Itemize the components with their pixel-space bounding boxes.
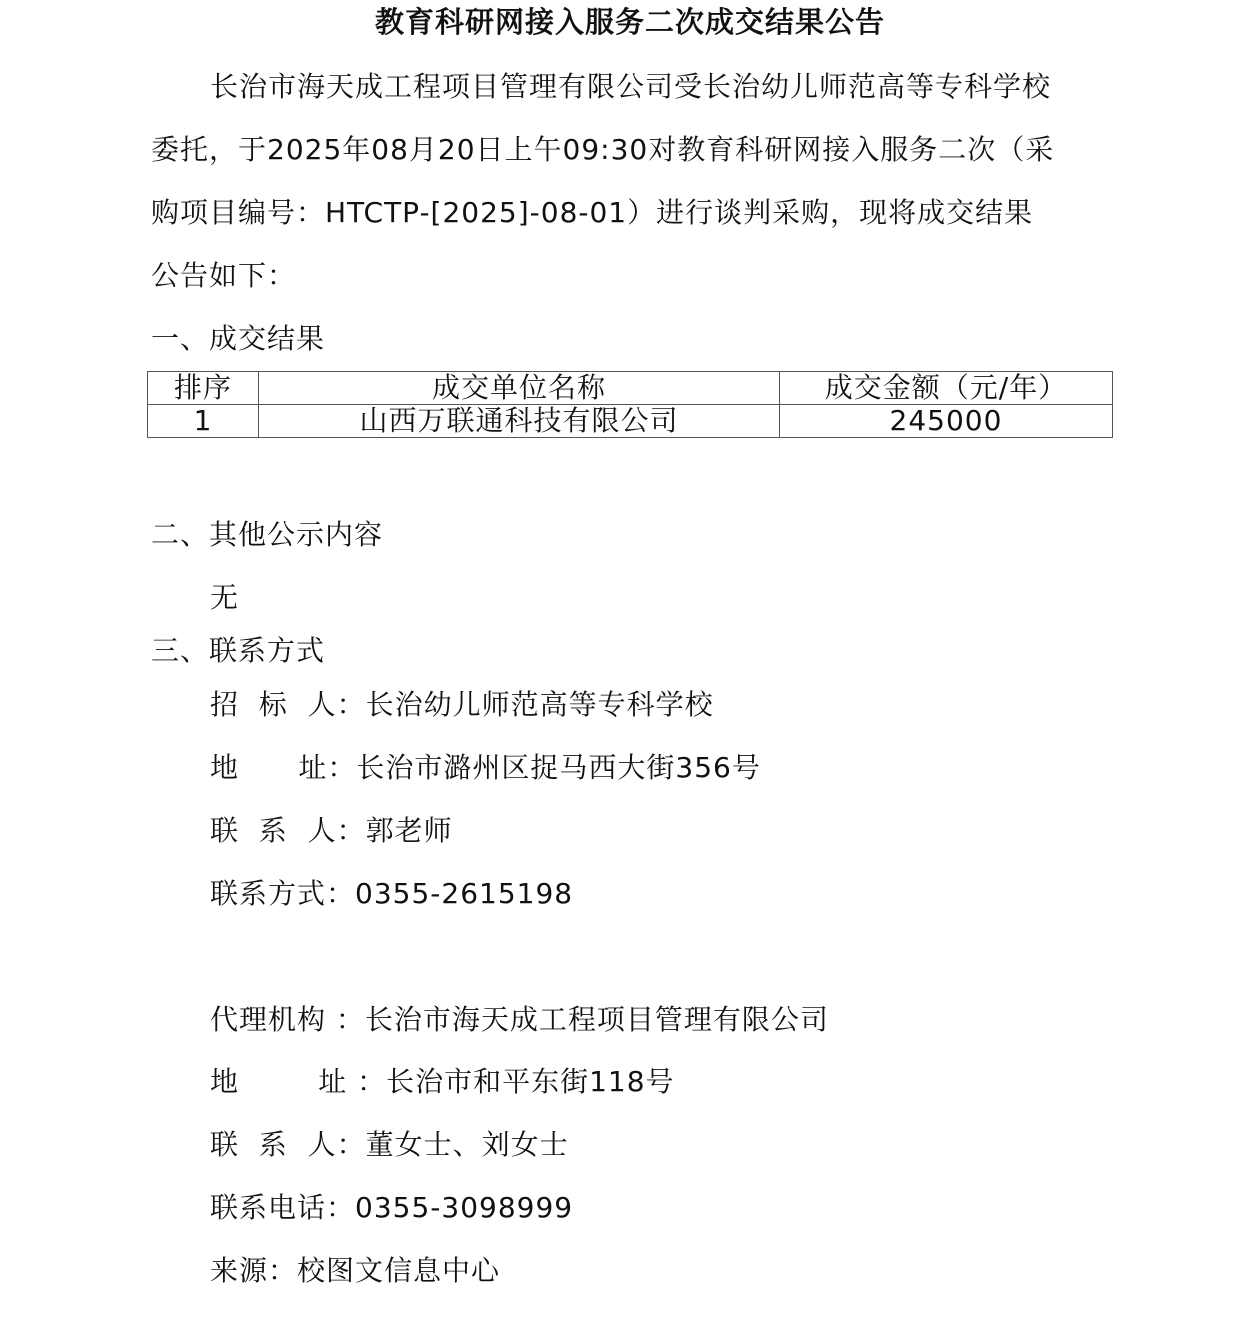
intro-line-2: 委托，于2025年08月20日上午09:30对教育科研网接入服务二次（采	[151, 133, 1055, 166]
tenderer-contact-row	[210, 811, 453, 851]
agency-address: 长治市和平东街118号	[386, 1065, 675, 1098]
intro-line-3: 购项目编号：HTCTP-[2025]-08-01）进行谈判采购，现将成交结果	[151, 196, 1034, 229]
header-amount: 成交金额（元/年）	[780, 372, 1113, 405]
table-header-row	[148, 372, 1113, 405]
header-company: 成交单位名称	[259, 372, 780, 405]
cell-rank: 1	[148, 405, 259, 438]
section-heading-results: 一、成交结果	[151, 322, 326, 355]
tenderer-name: 长治幼儿师范高等专科学校	[365, 688, 714, 721]
agency-phone: 0355-3098999	[355, 1191, 574, 1224]
section-heading-other: 二、其他公示内容	[151, 518, 384, 551]
tenderer-contact-label: 联 系 人：	[210, 814, 366, 847]
tenderer-address: 长治市潞州区捉马西大街356号	[356, 751, 761, 784]
cell-amount: 245000	[780, 405, 1113, 438]
section-heading-contact: 三、联系方式	[151, 634, 326, 667]
agency-name-label: 代理机构 ：	[210, 1003, 365, 1036]
agency-name-row	[210, 1000, 829, 1040]
agency-contact: 董女士、刘女士	[365, 1128, 569, 1161]
agency-phone-row	[210, 1188, 573, 1228]
tenderer-phone: 0355-2615198	[355, 877, 574, 910]
intro-line-1: 长治市海天成工程项目管理有限公司受长治幼儿师范高等专科学校	[210, 70, 1052, 103]
source-row	[210, 1251, 500, 1291]
agency-address-row	[210, 1062, 675, 1102]
tenderer-address-row	[210, 748, 761, 788]
agency-phone-label: 联系电话：	[210, 1191, 356, 1224]
results-table	[147, 371, 1113, 438]
page-title: 教育科研网接入服务二次成交结果公告	[374, 5, 885, 39]
agency-address-label: 地 址 ：	[210, 1065, 387, 1098]
table-row	[148, 405, 1113, 438]
tenderer-name-row	[210, 685, 714, 725]
tenderer-phone-row	[210, 874, 573, 914]
agency-contact-row	[210, 1125, 569, 1165]
source-value: 校图文信息中心	[297, 1254, 501, 1287]
cell-company: 山西万联通科技有限公司	[259, 405, 780, 438]
header-rank: 排序	[148, 372, 259, 405]
tenderer-address-label: 地 址：	[210, 751, 357, 784]
tenderer-phone-label: 联系方式：	[210, 877, 356, 910]
intro-line-4: 公告如下：	[151, 259, 297, 292]
agency-contact-label: 联 系 人：	[210, 1128, 366, 1161]
agency-name: 长治市海天成工程项目管理有限公司	[364, 1003, 829, 1036]
other-content: 无	[210, 581, 240, 614]
source-label: 来源：	[210, 1254, 298, 1287]
tenderer-name-label: 招 标 人：	[210, 688, 366, 721]
tenderer-contact: 郭老师	[365, 814, 453, 847]
